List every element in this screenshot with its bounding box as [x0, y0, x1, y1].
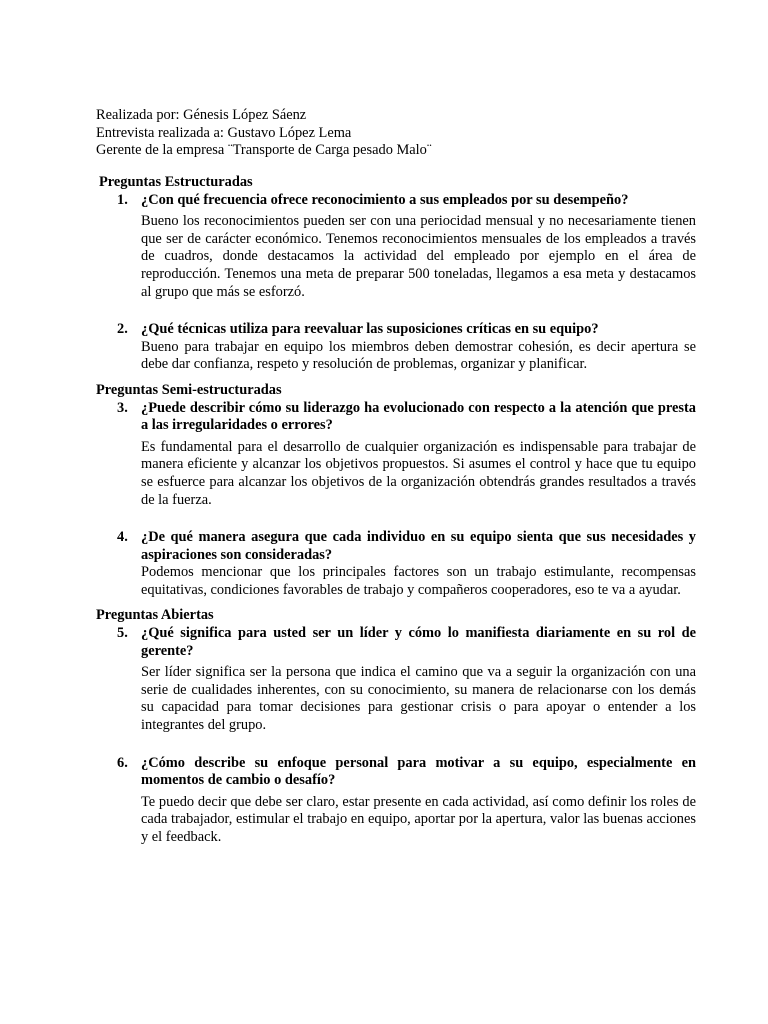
company-line: Gerente de la empresa ¨Transporte de Carga pesado Malo¨: [96, 142, 432, 159]
question-text: ¿Qué significa para usted ser un líder y cómo lo manifiesta diariamente en su rol de gerente?: [141, 625, 696, 659]
question-number: 6.: [117, 754, 128, 771]
question-number: 1.: [117, 191, 128, 208]
answer-text: Bueno los reconocimientos pueden ser con una periocidad mensual y no necesariamente tienen que ser de carácter económico. Tenemos reconocimientos mensuales de los empleados a través de cuadros, donde destacamos la actividad del empleado por ejemplo en el área de reproducción. Tenemos una meta de preparar 500 toneladas, llegamos a esa meta y destacamos al grupo que más se esforzó.: [141, 213, 696, 300]
question-item: [96, 755, 696, 847]
answer-text: Ser líder significa ser la persona que indica el camino que va a seguir la organización con una serie de cualidades inherentes, con su conocimiento, su manera de relacionarse con los demás su capacidad para tomar decisiones para gestionar crisis o para apoyar o entender a los integrantes del grupo.: [141, 664, 696, 734]
question-number: 3.: [117, 399, 128, 416]
question-text: ¿Qué técnicas utiliza para reevaluar las suposiciones críticas en su equipo?: [141, 321, 599, 338]
document-body: [96, 174, 696, 847]
answer-text: Te puedo decir que debe ser claro, estar presente en cada actividad, así como definir los roles de cada trabajador, estimular el trabajo en equipo, aportar por la apertura, valor las buenas acciones y el feedback.: [141, 793, 696, 845]
question-item: [96, 400, 696, 510]
answer-text: Es fundamental para el desarrollo de cualquier organización es indispensable para trabajar de manera eficiente y alcanzar los objetivos propuestos. Si asumes el control y hace que tu equipo se esfuerce para alcanzar los objetivos de la organización obtendrás grandes resultados a través de la fuerza.: [141, 438, 696, 508]
answer-text: Podemos mencionar que los principales factores son un trabajo estimulante, recompensas equitativas, condiciones favorables de trabajo y compañeros cooperadores, eso te va a ayudar.: [141, 564, 696, 598]
section-title-abiertas: Preguntas Abiertas: [96, 607, 214, 624]
section-title-semi-estructuradas: Preguntas Semi-estructuradas: [96, 381, 282, 398]
question-number: 4.: [117, 529, 128, 546]
question-number: 2.: [117, 321, 128, 338]
author-line: Realizada por: Génesis López Sáenz: [96, 107, 307, 123]
question-text: ¿Con qué frecuencia ofrece reconocimiento a sus empleados por su desempeño?: [141, 191, 629, 208]
answer-text: Bueno para trabajar en equipo los miembros deben demostrar cohesión, es decir apertura se debe dar confianza, respeto y resolución de problemas, organizar y planificar.: [141, 338, 696, 373]
question-item: [96, 321, 696, 374]
document-header: [96, 107, 696, 160]
interviewee-line: Entrevista realizada a: Gustavo López Lema: [96, 124, 352, 141]
question-text: ¿De qué manera asegura que cada individuo en su equipo sienta que sus necesidades y aspiraciones son consideradas?: [141, 529, 696, 563]
question-item: [96, 192, 696, 302]
question-text: ¿Puede describir cómo su liderazgo ha evolucionado con respecto a la atención que presta a las irregularidades o errores?: [141, 399, 696, 434]
question-item: [96, 625, 696, 735]
section-title-estructuradas: Preguntas Estructuradas: [99, 174, 253, 190]
question-number: 5.: [117, 625, 128, 642]
question-item: [96, 529, 696, 599]
question-text: ¿Cómo describe su enfoque personal para motivar a su equipo, especialmente en momentos de cambio o desafío?: [141, 754, 696, 789]
